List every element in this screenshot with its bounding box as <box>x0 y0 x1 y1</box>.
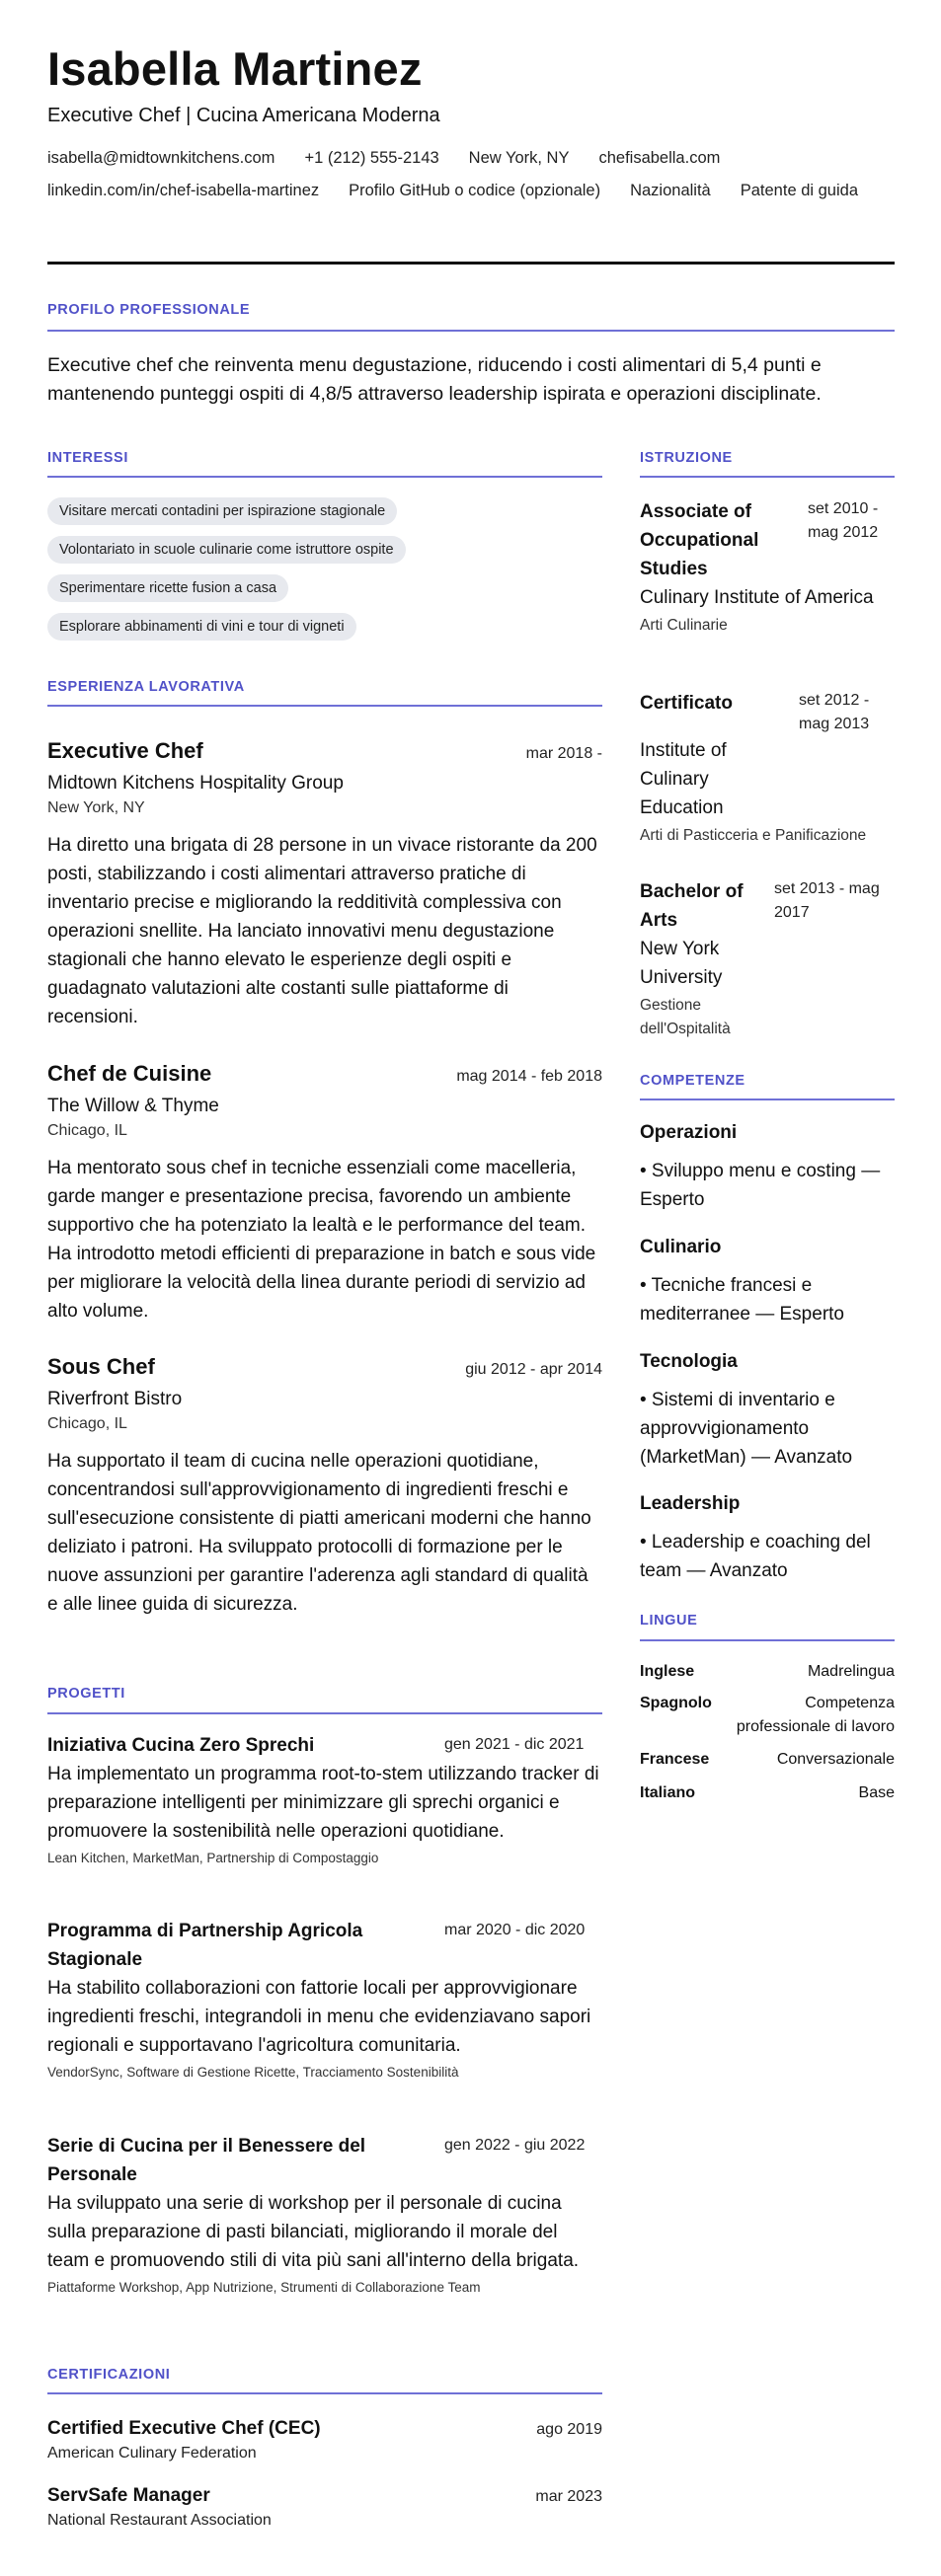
candidate-subtitle: Executive Chef | Cucina Americana Moderna <box>47 105 440 126</box>
project-title: Programma di Partnership Agricola Stagionale <box>47 1921 363 1970</box>
experience-divider <box>47 705 602 707</box>
skills-section-title: COMPETENZE <box>640 1073 745 1089</box>
language-name: Spagnolo <box>640 1695 712 1711</box>
skill-item: • Tecniche francesi e mediterranee — Esperto <box>640 1275 844 1325</box>
education-degree: Certificato <box>640 693 733 714</box>
skills-divider <box>640 1099 895 1100</box>
project-description: Ha implementato un programma root-to-stem utilizzando tracker di preparazione intelligenti per minimizzare gli sprechi organici e promuovere la sostenibilità nelle operazioni quotidiane. <box>47 1764 599 1842</box>
education-entry <box>640 877 895 1041</box>
language-level: Competenza professionale di lavoro <box>736 1695 895 1735</box>
certification-name: Certified Executive Chef (CEC) <box>47 2418 321 2439</box>
languages-divider <box>640 1639 895 1641</box>
interest-chip: Esplorare abbinamenti di vini e tour di vigneti <box>47 613 356 641</box>
skill-item: • Leadership e coaching del team — Avanzato <box>640 1532 871 1581</box>
job-title: Chef de Cuisine <box>47 1061 212 1086</box>
job-description: Ha mentorato sous chef in tecniche essenziali come macelleria, garde manger e presentazione precisa, favorendo un ambiente supportivo che ha potenziato la lealtà e le performance del team. Ha introdotto metodi efficienti di preparazione in batch e sous vide per migliorare la velocità della linea durante periodi di servizio ad alto volume. <box>47 1158 596 1322</box>
language-name: Inglese <box>640 1663 695 1680</box>
contact-location: New York, NY <box>468 149 570 167</box>
interests-divider <box>47 476 602 478</box>
education-entry <box>640 497 895 638</box>
certification-date: ago 2019 <box>536 2421 602 2438</box>
education-degree: Bachelor of Arts <box>640 881 744 931</box>
skill-category: Culinario <box>640 1237 722 1257</box>
project-entry <box>47 1731 602 1869</box>
skill-item: • Sistemi di inventario e approvvigionamento (MarketMan) — Avanzato <box>640 1390 853 1468</box>
job-title: Executive Chef <box>47 738 203 763</box>
skill-group <box>640 1234 895 1328</box>
education-field: Arti di Pasticceria e Panificazione <box>640 827 867 844</box>
certification-name: ServSafe Manager <box>47 2485 210 2506</box>
certification-entry <box>47 2415 602 2464</box>
project-description: Ha sviluppato una serie di workshop per il personale di cucina sulla preparazione di pasti bilanciati, migliorando il morale del team e promuovendo stili di vita più sani all'interno della brigata. <box>47 2193 580 2271</box>
education-school: New York University <box>640 939 723 988</box>
job-title: Sous Chef <box>47 1354 155 1379</box>
language-row <box>640 1692 895 1739</box>
contact-list <box>47 146 895 202</box>
job-dates: giu 2012 - apr 2014 <box>465 1361 602 1378</box>
project-tech: VendorSync, Software di Gestione Ricette, Tracciamento Sostenibilità <box>47 2065 459 2080</box>
contact-website[interactable]: chefisabella.com <box>598 149 721 167</box>
job-entry <box>47 1352 602 1619</box>
language-name: Francese <box>640 1751 710 1768</box>
project-entry <box>47 1917 602 2084</box>
profile-section-title: PROFILO PROFESSIONALE <box>47 302 251 318</box>
education-divider <box>640 476 895 478</box>
job-location: Chicago, IL <box>47 1415 127 1432</box>
skill-group <box>640 1348 895 1472</box>
profile-divider <box>47 330 895 332</box>
language-level: Madrelingua <box>807 1663 895 1680</box>
project-dates: gen 2022 - giu 2022 <box>444 2137 586 2154</box>
language-name: Italiano <box>640 1784 696 1801</box>
certifications-section-title: CERTIFICAZIONI <box>47 2367 171 2383</box>
job-location: New York, NY <box>47 799 145 816</box>
education-field: Gestione dell'Ospitalità <box>640 997 731 1037</box>
education-school: Institute of Culinary Education <box>640 740 727 818</box>
contact-linkedin[interactable]: linkedin.com/in/chef-isabella-martinez <box>47 182 320 199</box>
skill-group <box>640 1119 895 1214</box>
job-dates: mar 2018 - <box>525 745 602 762</box>
education-degree: Associate of Occupational Studies <box>640 501 759 579</box>
contact-nationality: Nazionalità <box>630 182 711 199</box>
job-entry <box>47 1059 602 1326</box>
certification-org: American Culinary Federation <box>47 2445 257 2462</box>
interests-section-title: INTERESSI <box>47 450 128 466</box>
job-description: Ha supportato il team di cucina nelle operazioni quotidiane, concentrandosi sull'approvvigionamento di ingredienti freschi e sull'esecuzione consistente di piatti americani moderni che hanno deliziato i patroni. Ha sviluppato protocolli di formazione per le nuove assunzioni per garantire l'aderenza agli standard di qualità e alle linee guida di sicurezza. <box>47 1451 591 1615</box>
profile-summary: Executive chef che reinventa menu degustazione, riducendo i costi alimentari di 5,4 punti e mantenendo punteggi ospiti di 4,8/5 attraverso leadership ispirata e operazioni disciplinate. <box>47 354 822 405</box>
job-dates: mag 2014 - feb 2018 <box>456 1068 602 1085</box>
job-company: The Willow & Thyme <box>47 1096 219 1116</box>
contact-email[interactable]: isabella@midtownkitchens.com <box>47 149 275 167</box>
language-row <box>640 1660 895 1684</box>
header-divider <box>47 262 895 265</box>
certification-date: mar 2023 <box>535 2488 602 2505</box>
interests-list <box>47 497 600 651</box>
job-company: Riverfront Bistro <box>47 1389 183 1409</box>
project-dates: mar 2020 - dic 2020 <box>444 1922 586 1938</box>
job-company: Midtown Kitchens Hospitality Group <box>47 773 344 794</box>
job-entry <box>47 736 602 1031</box>
skill-group <box>640 1490 895 1585</box>
project-title: Serie di Cucina per il Benessere del Personale <box>47 2136 366 2185</box>
education-dates: set 2010 - mag 2012 <box>808 500 879 541</box>
interest-chip: Sperimentare ricette fusion a casa <box>47 574 288 602</box>
job-description: Ha diretto una brigata di 28 persone in un vivace ristorante da 200 posti, stabilizzando i costi alimentari attraverso pratiche di inventario precise e migliorando la redditività complessiva con operazioni snellite. Ha lanciato innovativi menu degustazione stagionali che hanno elevato le esperienze degli ospiti e guadagnato valutazioni alte costanti sulle piattaforme di recensioni. <box>47 835 597 1027</box>
project-entry <box>47 2132 602 2299</box>
education-field: Arti Culinarie <box>640 617 728 634</box>
skill-category: Leadership <box>640 1493 741 1514</box>
education-entry <box>640 689 895 848</box>
education-dates: set 2013 - mag 2017 <box>774 880 880 921</box>
language-row <box>640 1781 895 1805</box>
skill-category: Tecnologia <box>640 1351 738 1372</box>
skill-item: • Sviluppo menu e costing — Esperto <box>640 1161 881 1210</box>
certification-org: National Restaurant Association <box>47 2512 272 2529</box>
interest-chip: Volontariato in scuole culinarie come istruttore ospite <box>47 536 406 564</box>
projects-divider <box>47 1712 602 1714</box>
language-row <box>640 1748 895 1772</box>
education-section-title: ISTRUZIONE <box>640 450 733 466</box>
languages-section-title: LINGUE <box>640 1613 698 1629</box>
experience-section-title: ESPERIENZA LAVORATIVA <box>47 679 245 695</box>
language-level: Base <box>858 1784 895 1801</box>
project-title: Iniziativa Cucina Zero Sprechi <box>47 1735 315 1756</box>
job-location: Chicago, IL <box>47 1122 127 1139</box>
project-tech: Lean Kitchen, MarketMan, Partnership di Compostaggio <box>47 1851 379 1865</box>
candidate-name: Isabella Martinez <box>47 42 423 95</box>
interest-chip: Visitare mercati contadini per ispirazione stagionale <box>47 497 397 525</box>
language-level: Conversazionale <box>776 1751 895 1768</box>
project-tech: Piattaforme Workshop, App Nutrizione, Strumenti di Collaborazione Team <box>47 2280 481 2295</box>
project-description: Ha stabilito collaborazioni con fattorie locali per approvvigionare ingredienti freschi, integrandoli in menu che evidenziavano sapori regionali e supportavano l'agricoltura comunitaria. <box>47 1978 591 2056</box>
certification-entry <box>47 2482 602 2532</box>
projects-section-title: PROGETTI <box>47 1686 125 1702</box>
education-school: Culinary Institute of America <box>640 587 874 608</box>
contact-github[interactable]: Profilo GitHub o codice (opzionale) <box>349 182 601 199</box>
contact-license: Patente di guida <box>740 182 858 199</box>
skill-category: Operazioni <box>640 1122 738 1143</box>
project-dates: gen 2021 - dic 2021 <box>444 1736 585 1753</box>
contact-phone[interactable]: +1 (212) 555-2143 <box>304 149 439 167</box>
certifications-divider <box>47 2392 602 2394</box>
education-dates: set 2012 - mag 2013 <box>799 692 870 732</box>
